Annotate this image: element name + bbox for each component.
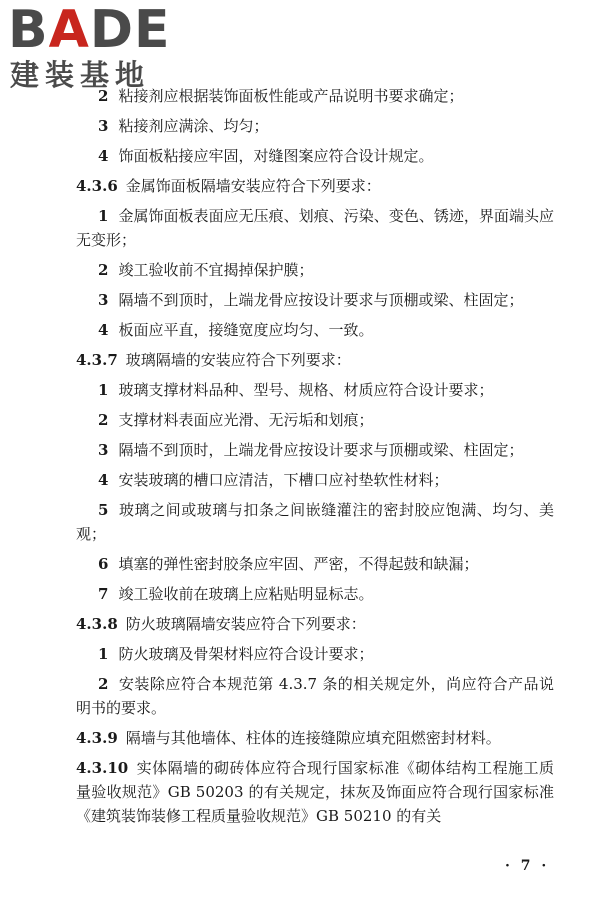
paragraph-text: 支撑材料表面应光滑、无污垢和划痕； [118,411,374,429]
clause-number: 4.3.10 [76,759,129,777]
list-item [76,144,554,168]
item-number: 4 [98,147,109,165]
list-item [76,582,554,606]
list-item [76,84,554,108]
paragraph-text: 玻璃之间或玻璃与扣条之间嵌缝灌注的密封胶应饱满、均匀、美观； [76,501,554,543]
paragraph-text: 填塞的弹性密封胶条应牢固、严密，不得起鼓和缺漏； [118,555,479,573]
list-item [76,642,554,666]
paragraph-text: 粘接剂应根据装饰面板性能或产品说明书要求确定； [118,87,464,105]
item-number: 2 [98,261,109,279]
list-item [76,498,554,546]
paragraph-text: 安装除应符合本规范第 4.3.7 条的相关规定外，尚应符合产品说明书的要求。 [76,675,554,717]
paragraph-text: 玻璃隔墙的安装应符合下列要求： [125,351,351,369]
page-number: · 7 · [505,858,550,874]
clause-paragraph [76,612,554,636]
document-body [76,84,554,834]
list-item [76,468,554,492]
paragraph-text: 竣工验收前在玻璃上应粘贴明显标志。 [118,585,374,603]
clause-number: 4.3.7 [76,351,118,369]
list-item [76,204,554,252]
clause-paragraph [76,174,554,198]
logo-wordmark: BADE [8,0,171,60]
paragraph-text: 实体隔墙的砌砖体应符合现行国家标准《砌体结构工程施工质量验收规范》GB 50203 的有关规定，抹灰及饰面应符合现行国家标准《建筑装饰装修工程质量验收规范》GB 50210 的有关 [76,759,554,825]
paragraph-text: 竣工验收前不宜揭掉保护膜； [118,261,314,279]
paragraph-text: 板面应平直，接缝宽度应均匀、一致。 [118,321,374,339]
clause-number: 4.3.9 [76,729,118,747]
list-item [76,114,554,138]
item-number: 4 [98,471,109,489]
paragraph-text: 饰面板粘接应牢固，对缝图案应符合设计规定。 [118,147,434,165]
clause-number: 4.3.6 [76,177,118,195]
item-number: 2 [98,411,109,429]
paragraph-text: 安装玻璃的槽口应清洁，下槽口应衬垫软性材料； [118,471,449,489]
list-item [76,378,554,402]
item-number: 3 [98,441,109,459]
paragraph-text: 玻璃支撑材料品种、型号、规格、材质应符合设计要求； [118,381,494,399]
paragraph-text: 金属饰面板隔墙安装应符合下列要求： [125,177,381,195]
list-item [76,438,554,462]
logo-subtitle: 建装基地 [10,58,151,92]
list-item [76,672,554,720]
item-number: 6 [98,555,109,573]
paragraph-text: 粘接剂应满涂、均匀； [118,117,269,135]
item-number: 7 [98,585,109,603]
item-number: 4 [98,321,109,339]
list-item [76,258,554,282]
clause-number: 4.3.8 [76,615,118,633]
item-number: 3 [98,117,109,135]
clause-paragraph [76,726,554,750]
item-number: 1 [98,645,109,663]
list-item [76,318,554,342]
paragraph-text: 防火玻璃隔墙安装应符合下列要求： [125,615,366,633]
item-number: 1 [98,207,109,225]
brand-logo [8,2,178,92]
item-number: 1 [98,381,109,399]
item-number: 2 [98,87,109,105]
list-item [76,552,554,576]
item-number: 3 [98,291,109,309]
clause-paragraph [76,756,554,828]
list-item [76,408,554,432]
paragraph-text: 金属饰面板表面应无压痕、划痕、污染、变色、锈迹，界面端头应无变形； [76,207,554,249]
list-item [76,288,554,312]
paragraph-text: 防火玻璃及骨架材料应符合设计要求； [118,645,374,663]
item-number: 2 [98,675,109,693]
paragraph-text: 隔墙不到顶时，上端龙骨应按设计要求与顶棚或梁、柱固定； [118,291,524,309]
clause-paragraph [76,348,554,372]
item-number: 5 [98,501,109,519]
paragraph-text: 隔墙与其他墙体、柱体的连接缝隙应填充阻燃密封材料。 [125,729,501,747]
paragraph-text: 隔墙不到顶时，上端龙骨应按设计要求与顶棚或梁、柱固定； [118,441,524,459]
